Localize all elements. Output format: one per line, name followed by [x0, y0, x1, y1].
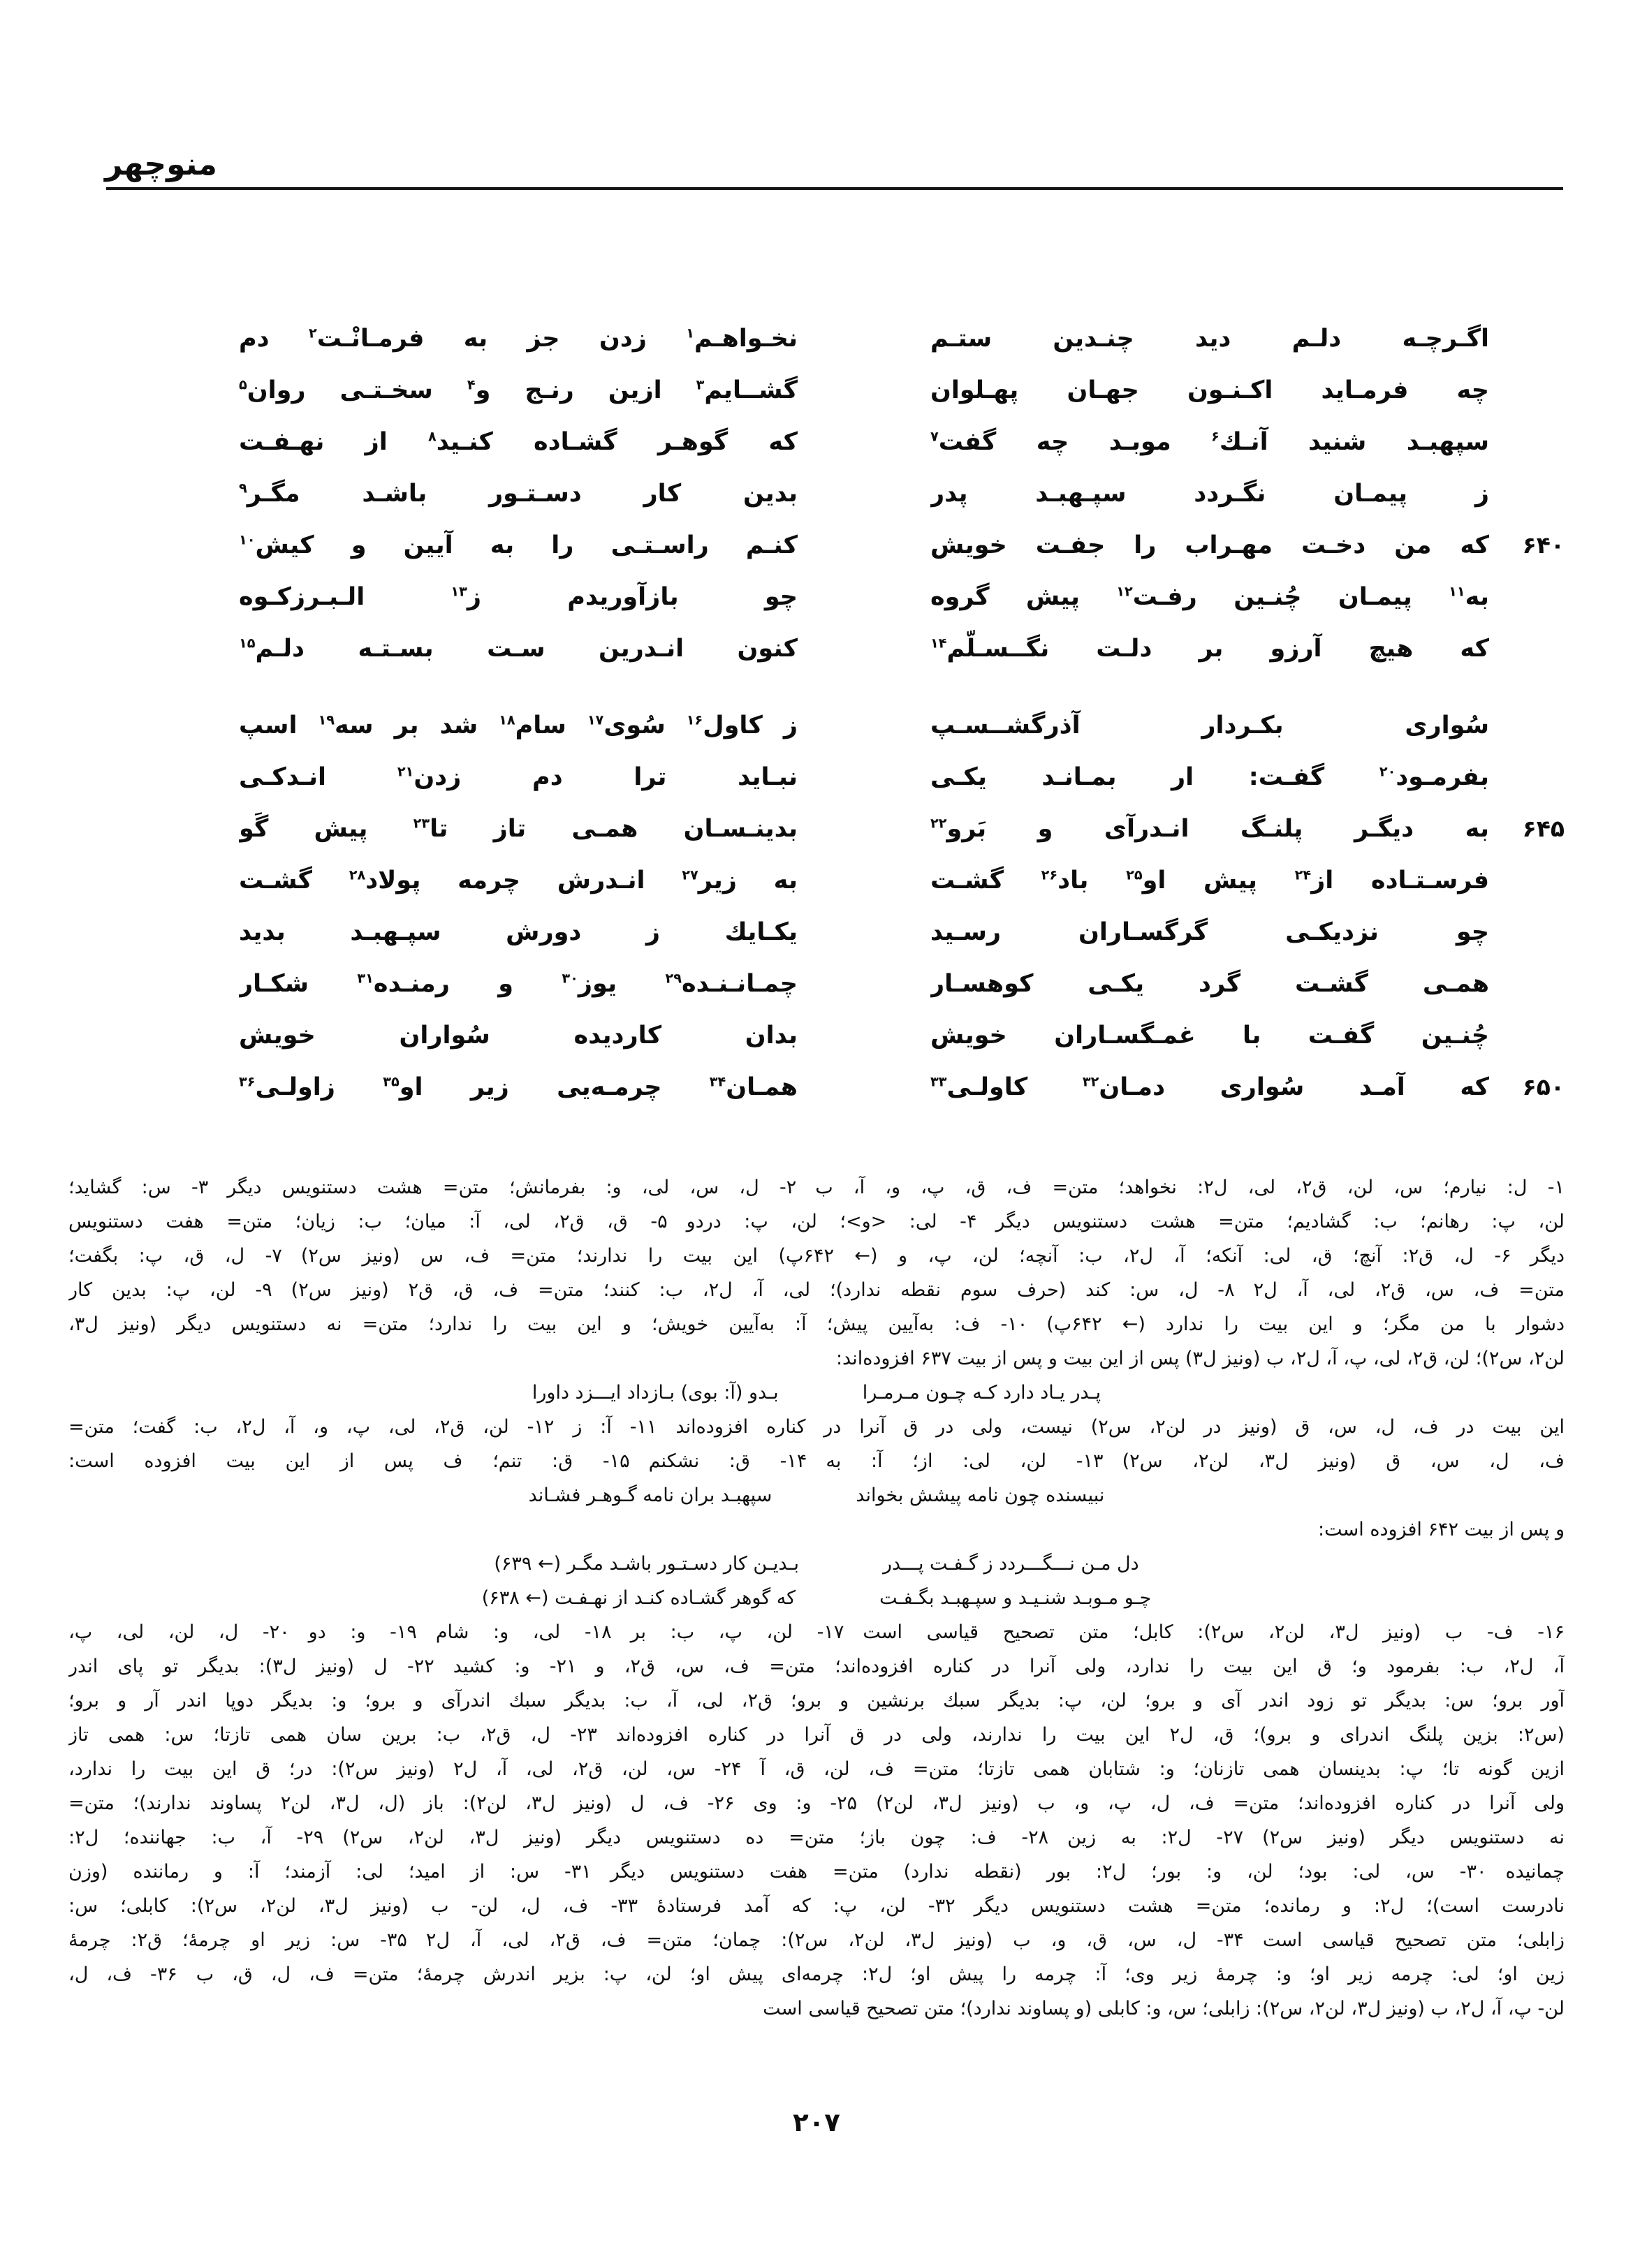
hemistich-right: چُنـين گفـت با غمـگسـاران خويش	[930, 1022, 1489, 1050]
couplet-row	[236, 468, 1565, 520]
quoted-hemistich-right: چـو مـوبـد شنـيـد و سپـهبـد بگـفـت	[879, 1587, 1152, 1609]
apparatus-line: لن- پ، آ، ل۲، ب (ونيز ل۳، لن۲، س۲): زابلى؛ س، و: كابلى (و پساوند ندارد)؛ متن تصحيح قياسى است	[763, 1998, 1565, 2019]
hemistich-right: كه آمـد سُوارى دمـان$^{۳۲}$ كاولـى$^{۳۳}$	[930, 1073, 1489, 1101]
couplet-row	[236, 906, 1565, 958]
apparatus-line: لن، پ: رهانم؛ ب: گشاديم؛ متن= هشت دستنويس ديگر ۴- لى: <و>؛ لن، پ: دردو ۵- ق، ق۲، لى، آ: ميان؛ ب: زيان؛ متن= هفت دستنويس	[68, 1211, 1565, 1232]
apparatus-line: ديگر ۶- ل، ق۲: آنچ؛ ق، لى: آنكه؛ آ، ل۲، ب: آنچه؛ لن، پ، و (← ۶۴۲پ) اين بيت را ندارند؛ متن= ف، س (ونيز س۲) ۷- ل، ق، پ: بگفت؛	[68, 1245, 1565, 1267]
apparatus-line: چمانيده ۳۰- س، لى: بود؛ لن، و: بور؛ ل۲: بور (نقطه ندارد) متن= هفت دستنويس ديگر ۳۱- س: از اميد؛ لى: آزمند؛ آ: و رماننده (وزن	[68, 1861, 1565, 1883]
apparatus-line: و پس از بيت ۶۴۲ افزوده است:	[1318, 1519, 1565, 1540]
quoted-hemistich-left: بـدو (آ: بوى) بـازداد ايـــزد داورا	[532, 1382, 779, 1404]
verse-number	[1489, 364, 1565, 416]
verse-number	[1489, 700, 1565, 751]
couplet-row	[236, 416, 1565, 468]
couplet-row	[236, 700, 1565, 751]
hemistich-left: يكـايك ز دورش سپـهبـد بديد	[239, 918, 798, 946]
apparatus-quoted-verse	[68, 1376, 1565, 1410]
apparatus-quoted-verse	[68, 1478, 1565, 1512]
verse-number	[1489, 313, 1565, 364]
hemistich-left: به زير$^{۲۷}$ انـدرش چرمه پولاد$^{۲۸}$ گشـت	[239, 867, 798, 894]
quoted-hemistich-right: دل مـن نـــگـــردد ز گـفـت پـــدر	[883, 1553, 1139, 1575]
hemistich-left: چمـانـنـده$^{۲۹}$ يوز$^{۳۰}$ و رمنـده$^{۳۱}$ شكـار	[239, 970, 798, 998]
hemistich-left: همـان$^{۳۴}$ چرمـه‌يى زير او$^{۳۵}$ زاولـى$^{۳۶}$	[239, 1073, 798, 1101]
couplet-row-650	[236, 1061, 1565, 1113]
hemistich-right: فرسـتـاده از$^{۲۴}$ پيش او$^{۲۵}$ باد$^{۲۶}$ گشـت	[930, 867, 1489, 894]
couplet-row	[236, 1010, 1565, 1061]
couplet-row	[236, 571, 1565, 623]
apparatus-line: دشوار با من مگر؛ و اين بيت را ندارد (← ۶۴۲پ) ۱۰- ف: به‌آيين پيش؛ آ: به‌آيين خويش؛ و اين بيت را ندارد؛ متن= نه دستنويس ديگر (ونيز ل۳،	[68, 1313, 1565, 1335]
hemistich-left: نبـايد ترا دم زدن$^{۲۱}$ انـدكـى	[239, 763, 798, 791]
verse-number: ۶۴۰	[1522, 531, 1565, 559]
hemistich-left: گشــايم$^۳$ ازين رنـج و$^۴$ سخـتـى روان$^۵$	[239, 376, 798, 404]
couplet-row-640	[236, 520, 1565, 571]
couplet-row	[236, 313, 1565, 364]
quoted-hemistich-right: پـدر يـاد دارد كـه چـون مـرمـرا	[862, 1382, 1101, 1404]
apparatus-line: ازين گونه تا؛ پ: بدينسان همى تازنان؛ و: شتابان همى تازتا؛ متن= ف، لن، ق، آ ۲۴- س، لن، ق۲، لى، آ، ل۲ (ونيز س۲): در؛ ق اين بيت را ندارد،	[68, 1758, 1565, 1780]
hemistich-right: بفرمـود$^{۲۰}$ گفـت: ار بمـانـد يكـى	[930, 763, 1489, 791]
hemistich-left: كنـم راسـتـى را به آيين و كيش$^{۱۰}$	[239, 531, 798, 559]
hemistich-right: كه هيچ آرزو بر دلـت نگــسـلّم$^{۱۴}$	[930, 635, 1489, 663]
verse-number	[1489, 623, 1565, 675]
couplet-row	[236, 623, 1565, 675]
verse-number	[1489, 1010, 1565, 1061]
apparatus-line: آ، ل۲، ب: بفرمود و؛ ق اين بيت را ندارد، ولى آنرا در كناره افزوده‌اند؛ متن= ف، س، ق۲، و ۲۱- و: كشيد ۲۲- ل (ونيز ل۳): بديگر تو پاى اندر	[68, 1656, 1565, 1677]
hemistich-left: ز كاول$^{۱۶}$ سُوى$^{۱۷}$ سام$^{۱۸}$ شد بر سه$^{۱۹}$ اسپ	[239, 712, 798, 739]
verse-number: ۶۴۵	[1522, 815, 1565, 842]
hemistich-right: به ديگـر پلنـگ انـدرآى و بَرو$^{۲۲}$	[930, 815, 1489, 843]
apparatus-quoted-verse	[68, 1581, 1565, 1615]
apparatus-quoted-verse	[68, 1547, 1565, 1581]
hemistich-right: به$^{۱۱}$ پيمـان چُنـين رفـت$^{۱۲}$ پيش گروه	[930, 583, 1489, 611]
quoted-hemistich-right: نبيسنده چون نامه پيشش بخواند	[856, 1485, 1105, 1506]
apparatus-line: ۱- ل: نيارم؛ س، لن، ق۲، لى، ل۲: نخواهد؛ متن= ف، ق، پ، و، آ، ب ۲- ل، س، لى، و: بفرمانش؛ متن= هشت دستنويس ديگر ۳- س: گشايد؛	[68, 1177, 1565, 1198]
hemistich-right: اگـرچـه دلـم ديد چنـدين ستـم	[930, 325, 1489, 353]
hemistich-left: بدينـسـان همـى تاز تا$^{۲۳}$ پيش گَو	[239, 815, 798, 843]
apparatus-line: ف، ل، س، ق (ونيز ل۳، لن۲، س۲) ۱۳- لن، لى: از؛ آ: به ۱۴- ق: نشكنم ۱۵- ق: تنم؛ ف پس از اين بيت افزوده است:	[68, 1450, 1565, 1472]
apparatus-line: نادرست است)؛ ل۲: و رمانده؛ متن= هشت دستنويس ديگر ۳۲- لن، پ: كه آمد فرستادهٔ ۳۳- ف، ل، لن- ب (ونيز ل۳، لن۲، س۲): كابلى؛ س:	[68, 1895, 1565, 1917]
couplet-row	[236, 958, 1565, 1010]
hemistich-right: چه فرمـايد اكـنـون جهـان پهـلوان	[930, 376, 1489, 404]
apparatus-line: ولى آنرا در كناره افزوده‌اند؛ متن= ف، ل، پ، و، ب (ونيز ل۳، لن۲) ۲۵- و: وى ۲۶- ف، ل (ونيز ل۳، لن۲): باز (ل، ل۳، لن۲ پساوند ندارند)؛ متن=	[68, 1792, 1565, 1814]
hemistich-right: چو نزديكـى گرگسـاران رسـيد	[930, 918, 1489, 946]
apparatus-line: لن۲، س۲)؛ لن، ق۲، لى، پ، آ، ل۲، ب (ونيز ل۳) پس از اين بيت و پس از بيت ۶۳۷ افزوده‌اند:	[835, 1348, 1565, 1369]
hemistich-left: چو بازآوريدم ز$^{۱۳}$ الـبـرزكـوه	[239, 583, 798, 611]
critical-apparatus	[68, 1170, 1565, 2026]
couplet-row	[236, 751, 1565, 803]
quoted-hemistich-left: سپهبـد بران نامه گـوهـر فشـاند	[528, 1485, 772, 1506]
hemistich-left: كه گوهـر گشـاده كنـيد$^۸$ از نهـفـت	[239, 428, 798, 456]
poetry-block-1	[236, 313, 1565, 675]
hemistich-left: بدين كار دسـتـور باشـد مگـر$^۹$	[239, 480, 798, 508]
couplet-row	[236, 855, 1565, 906]
verse-number	[1489, 958, 1565, 1010]
apparatus-line: نه دستنويس ديگر (ونيز س۲) ۲۷- ل۲: به زين ۲۸- ف: چون باز؛ متن= ده دستنويس ديگر (ونيز ل۳، لن۲، س۲) ۲۹- آ، ب: جهاننده؛ ل۲:	[68, 1827, 1565, 1848]
verse-number	[1489, 906, 1565, 958]
apparatus-line: زين او؛ لى: چرمه زير او؛ و: چرمهٔ زير وى؛ آ: چرمه را پيش او؛ ل۲: چرمه‌اى پيش او؛ لن، پ: بزير اندرش چرمهٔ؛ متن= ف، ل، ق، ب ۳۶- ف، ل،	[68, 1964, 1565, 1985]
quoted-hemistich-left: بـديـن كار دسـتـور باشـد مگـر (← ۶۳۹)	[494, 1553, 799, 1575]
verse-number	[1489, 571, 1565, 623]
poetry-block-2	[236, 700, 1565, 1113]
hemistich-left: نخـواهـم$^۱$ زدن جز به فرمـانْـت$^۲$ دم	[239, 325, 798, 353]
verse-number	[1489, 468, 1565, 520]
hemistich-right: سُوارى بكـردار آذرگشــسـپ	[930, 712, 1489, 739]
page-number: ۲۰۷	[793, 2107, 840, 2137]
running-header-title: منوچهر	[105, 147, 217, 182]
apparatus-line: اين بيت در ف، ل، س، ق (ونيز در لن۲، س۲) نيست، ولى در ق آنرا در كناره افزوده‌اند ۱۱- آ: ز ۱۲- لن، ق۲، لى، پ، و، آ، ل۲، ب: گفت؛ متن=	[68, 1416, 1565, 1438]
couplet-row-645	[236, 803, 1565, 855]
quoted-hemistich-left: كه گوهر گشـاده كنـد از نهـفـت (← ۶۳۸)	[481, 1587, 796, 1609]
apparatus-line: متن= ف، س، ق۲، لى، آ، ل۲ ۸- ل، س: كند (حرف سوم نقطه ندارد)؛ لى، آ، ل۲، ب: كنند؛ متن= ف، ق، ق۲ (ونيز س۲) ۹- لن، پ: بدين كار	[68, 1279, 1565, 1301]
hemistich-left: بدان كارديده سُواران خويش	[239, 1022, 798, 1050]
apparatus-line: آور برو؛ س: بديگر تو زود اندر آى و برو؛ لن، پ: بديگر سبك برنشين و برو؛ ق۲، لى، آ، ب: بديگر سبك اندرآى و برو؛ و: بديگر دوپا اندر آر و برو؛	[68, 1690, 1565, 1711]
verse-number	[1489, 855, 1565, 906]
couplet-row	[236, 364, 1565, 416]
apparatus-line: (س۲: بزين پلنگ اندراى و برو)؛ ق، ل۲ اين بيت را ندارند، ولى در ق آنرا در كناره افزوده‌اند ۲۳- ل، ق۲، ب: برين سان همى تازتا؛ س: همى تاز	[68, 1724, 1565, 1746]
header-rule	[106, 187, 1563, 190]
verse-number: ۶۵۰	[1522, 1073, 1565, 1100]
hemistich-right: همـى گشـت گرد يكـى كوهسـار	[930, 970, 1489, 998]
verse-number	[1489, 416, 1565, 468]
hemistich-left: كنون انـدرين سـت بسـتـه دلـم$^{۱۵}$	[239, 635, 798, 663]
hemistich-right: كه من دخـت مهـراب را جفـت خويش	[930, 531, 1489, 559]
verse-number	[1489, 751, 1565, 803]
hemistich-right: سپهبـد شنيد آنـك$^۶$ موبـد چه گفت$^۷$	[930, 428, 1489, 456]
poetry-section	[236, 313, 1565, 1113]
apparatus-line: ۱۶- ف- ب (ونيز ل۳، لن۲، س۲): كابل؛ متن تصحيح قياسى است ۱۷- لن، پ، ب: بر ۱۸- لى، و: شام ۱۹- و: دو ۲۰- ل، لن، لى، پ،	[68, 1621, 1565, 1643]
apparatus-line: زابلى؛ متن تصحيح قياسى است ۳۴- ل، س، ق، و، ب (ونيز ل۳، لن۲، س۲): چمان؛ متن= ف، ق۲، لى، آ، ل۲ ۳۵- س: زير او چرمهٔ؛ ق۲: چرمهٔ	[68, 1929, 1565, 1951]
hemistich-right: ز پيمـان نگـردد سپـهبـد پدر	[930, 480, 1489, 508]
